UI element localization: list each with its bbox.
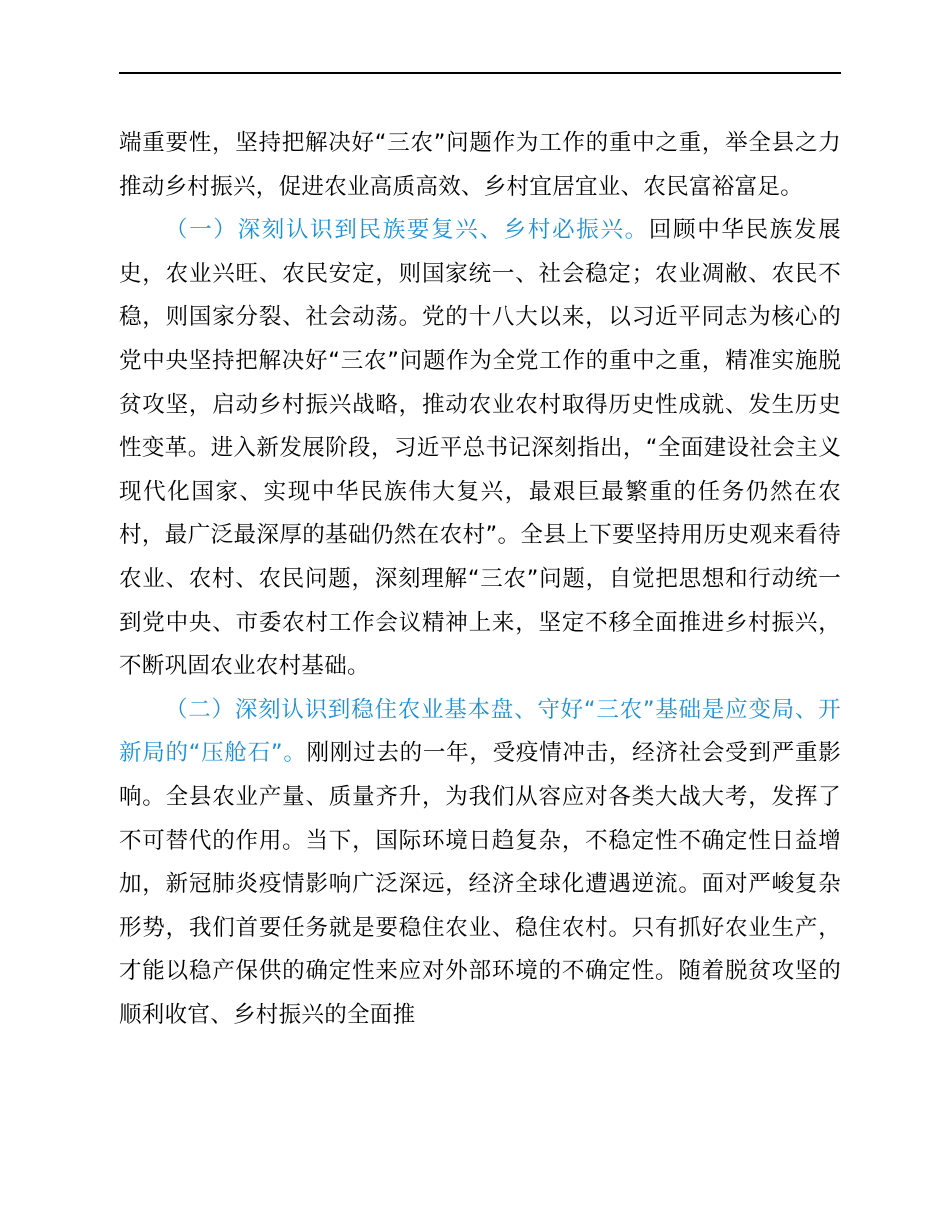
header-rule (119, 72, 841, 74)
section-heading-1: （一）深刻认识到民族要复兴、乡村必振兴。 (165, 217, 649, 244)
section-heading-2: （二）深刻认识到稳住农业基本盘、守好“三农”基础是应变局、开新局的“压舱石”。 (119, 696, 841, 767)
document-body (119, 122, 841, 1037)
paragraph-text: 回顾中华民族发展史，农业兴旺、农民安定，则国家统一、社会稳定；农业凋敝、农民不稳，则国家分裂、社会动荡。党的十八大以来，以习近平同志为核心的党中央坚持把解决好“三农”问题作为全党工作的重中之重，精准实施脱贫攻坚，启动乡村振兴战略，推动农业农村取得历史性成就、发生历史性变革。进入新发展阶段，习近平总书记深刻指出，“全面建设社会主义现代化国家、实现中华民族伟大复兴，最艰巨最繁重的任务仍然在农村，最广泛最深厚的基础仍然在农村”。全县上下要坚持用历史观来看待农业、农村、农民问题，深刻理解“三农”问题，自觉把思想和行动统一到党中央、市委农村工作会议精神上来，坚定不移全面推进乡村振兴，不断巩固农业农村基础。 (119, 217, 841, 680)
paragraph-text: 端重要性，坚持把解决好“三农”问题作为工作的重中之重，举全县之力推动乡村振兴，促进农业高质高效、乡村宜居宜业、农民富裕富足。 (119, 130, 841, 200)
paragraph-continuation (119, 122, 841, 209)
paragraph-section-2 (119, 689, 841, 1038)
paragraph-section-1 (119, 209, 841, 689)
paragraph-text: 刚刚过去的一年，受疫情冲击，经济社会受到严重影响。全县农业产量、质量齐升，为我们从容应对各类大战大考，发挥了不可替代的作用。当下，国际环境日趋复杂，不稳定性不确定性日益增加，新冠肺炎疫情影响广泛深远，经济全球化遭遇逆流。面对严峻复杂形势，我们首要任务就是要稳住农业、稳住农村。只有抓好农业生产，才能以稳产保供的确定性来应对外部环境的不确定性。随着脱贫攻坚的顺利收官、乡村振兴的全面推 (119, 740, 842, 1028)
